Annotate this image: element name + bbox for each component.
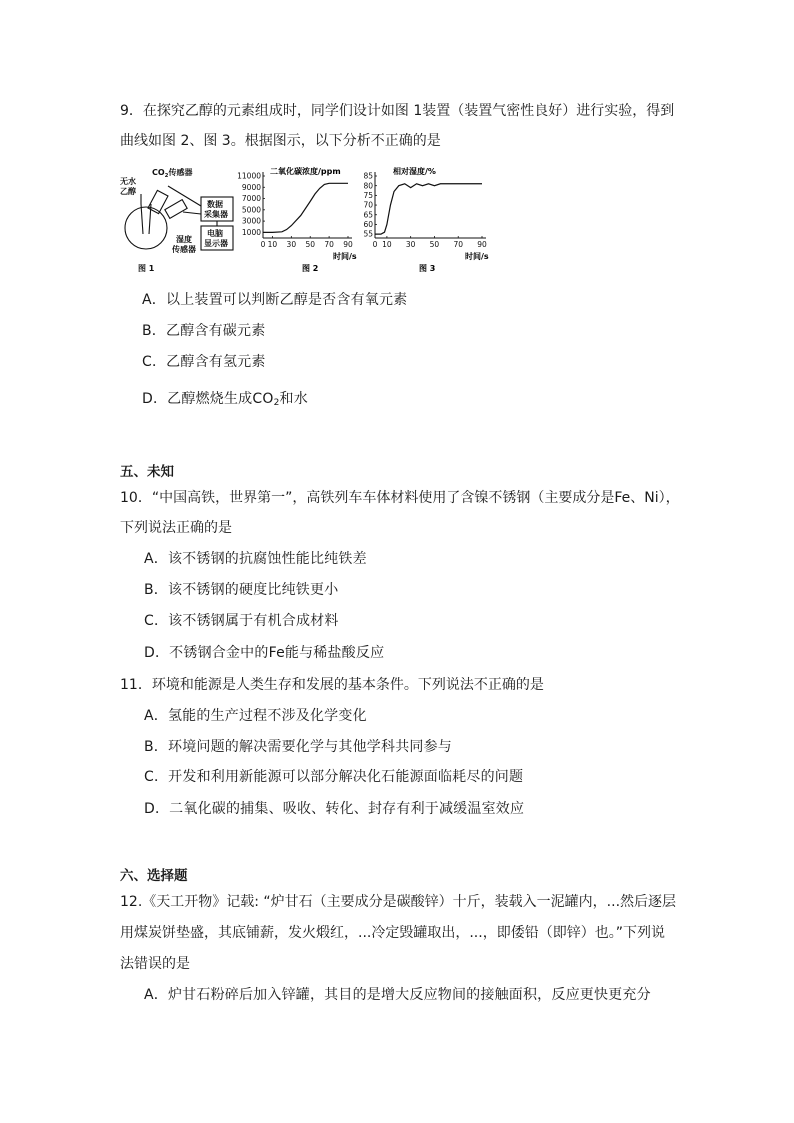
fig2-x-tick-label: 90 — [343, 240, 353, 249]
q10-option-c[interactable]: C．该不锈钢属于有机合成材料 — [144, 613, 339, 629]
fig2-series-line — [263, 183, 348, 232]
fig3-y-tick-label: 80 — [363, 181, 373, 191]
q9-option-c[interactable]: C．乙醇含有氢元素 — [142, 354, 266, 370]
q9-option-d[interactable] — [142, 389, 308, 413]
q9-figure-svg — [110, 164, 500, 276]
fig3-y-tick-label: 55 — [363, 229, 373, 239]
fig2-x-tick-label: 30 — [286, 240, 297, 249]
q9-figure — [110, 164, 500, 276]
q11-option-c[interactable]: C．开发和利用新能源可以部分解决化石能源面临耗尽的问题 — [144, 769, 524, 785]
fig2-xlabel: 时间/s — [333, 252, 357, 261]
fig3-x-tick-label: 90 — [477, 240, 487, 249]
fig3-caption: 图 3 — [419, 264, 436, 273]
q11-option-b[interactable]: B．环境问题的解决需要化学与其他学科共同参与 — [144, 739, 453, 755]
fig1-humidity-label-2: 传感器 — [172, 245, 196, 254]
q9-stem-line-1: 9．在探究乙醇的元素组成时，同学们设计如图 1装置（装置气密性良好）进行实验，得到 — [120, 103, 675, 119]
q11-option-a[interactable]: A．氢能的生产过程不涉及化学变化 — [144, 708, 367, 724]
fig1-display-label-1: 电脑 — [207, 229, 223, 238]
fig1-humidity-sensor-probe — [165, 200, 187, 219]
fig1-humidity-label-1: 湿度 — [176, 235, 192, 244]
fig3-x-tick-label: 30 — [405, 240, 416, 249]
q11-option-d[interactable]: D．二氧化碳的捕集、吸收、转化、封存有利于减缓温室效应 — [144, 801, 525, 817]
fig3-ylabel: 相对湿度/% — [393, 167, 436, 176]
fig3-y-tick-label: 75 — [363, 190, 373, 200]
q10-option-a[interactable]: A．该不锈钢的抗腐蚀性能比纯铁差 — [144, 551, 367, 567]
fig3-x-tick-label: 70 — [453, 240, 463, 249]
fig2-x-tick-label: 0 — [260, 240, 266, 249]
q12-option-a[interactable]: A．炉甘石粉碎后加入锌罐，其目的是增大反应物间的接触面积，反应更快更充分 — [144, 987, 651, 1003]
q12-stem-line-1: 12.《天工开物》记载: “炉甘石（主要成分是碳酸锌）十斤，装载入一泥罐内，...然后逐层 — [120, 894, 677, 910]
q10-stem-line-1: 10．“中国高铁，世界第一”，高铁列车车体材料使用了含镍不锈钢（主要成分是Fe、Ni）， — [120, 490, 680, 506]
fig3-x-tick-label: 50 — [429, 240, 440, 249]
q10-stem-line-2: 下列说法正确的是 — [120, 520, 232, 536]
fig1-wire-2 — [183, 212, 201, 214]
fig1-display-label-2: 显示器 — [204, 239, 228, 248]
fig3-y-tick-label: 65 — [363, 210, 373, 220]
section-5-title: 五、未知 — [120, 464, 174, 480]
fig2-y-tick-label: 3000 — [241, 216, 261, 226]
fig2-x-tick-label: 50 — [305, 240, 315, 249]
q12-stem-line-2: 用煤炭饼垫盛，其底铺薪，发火煅红，...冷定毁罐取出，...，即倭铅（即锌）也。”下列说 — [120, 925, 665, 941]
fig2-ylabel: 二氧化碳浓度/ppm — [270, 167, 341, 176]
q10-option-b[interactable]: B．该不锈钢的硬度比纯铁更小 — [144, 582, 339, 598]
fig3-xlabel: 时间/s — [465, 252, 489, 261]
fig3-y-tick-label: 70 — [363, 200, 373, 210]
fig3-chart — [363, 172, 487, 249]
fig2-x-tick-label: 10 — [267, 240, 278, 249]
fig1-burner — [141, 204, 143, 234]
fig1-collector-label-2: 采集器 — [204, 210, 228, 219]
fig3-series-line — [375, 184, 482, 234]
q9-option-d-suffix: 和水 — [279, 391, 308, 407]
fig1-reagent-label-1: 无水 — [120, 177, 136, 186]
fig1-co2-sensor-label: $CO_2$传感器 — [152, 168, 193, 179]
fig1-caption: 图 1 — [138, 264, 155, 273]
fig3-y-tick-label: 85 — [363, 171, 373, 181]
fig2-y-tick-label: 1000 — [241, 227, 261, 237]
q9-option-d-formula: $CO_2$ — [252, 391, 280, 408]
q9-option-a[interactable]: A．以上装置可以判断乙醇是否含有氧元素 — [142, 292, 408, 308]
fig2-caption: 图 2 — [302, 264, 319, 273]
fig3-x-tick-label: 0 — [372, 240, 378, 249]
fig1-reagent-label-2: 乙醇 — [120, 187, 136, 196]
fig2-y-tick-label: 5000 — [241, 205, 261, 215]
q9-stem-line-2: 曲线如图 2、图 3。根据图示，以下分析不正确的是 — [120, 133, 441, 149]
fig3-y-tick-label: 60 — [363, 220, 373, 230]
q11-stem: 11．环境和能源是人类生存和发展的基本条件。下列说法不正确的是 — [120, 677, 544, 693]
q10-option-d[interactable]: D．不锈钢合金中的Fe能与稀盐酸反应 — [144, 645, 385, 661]
q9-option-d-prefix: D．乙醇燃烧生成 — [142, 391, 253, 407]
fig2-y-tick-label: 11000 — [237, 171, 261, 181]
section-6-title: 六、选择题 — [120, 868, 188, 884]
fig1-flask — [125, 207, 167, 249]
fig2-chart — [237, 172, 353, 249]
fig1-collector-label-1: 数据 — [207, 200, 223, 209]
fig2-x-tick-label: 70 — [324, 240, 334, 249]
fig3-x-tick-label: 10 — [382, 240, 392, 249]
fig2-y-tick-label: 7000 — [241, 194, 261, 204]
q9-option-b[interactable]: B．乙醇含有碳元素 — [142, 323, 266, 339]
q12-stem-line-3: 法错误的是 — [120, 956, 190, 972]
fig2-y-tick-label: 9000 — [241, 182, 261, 192]
